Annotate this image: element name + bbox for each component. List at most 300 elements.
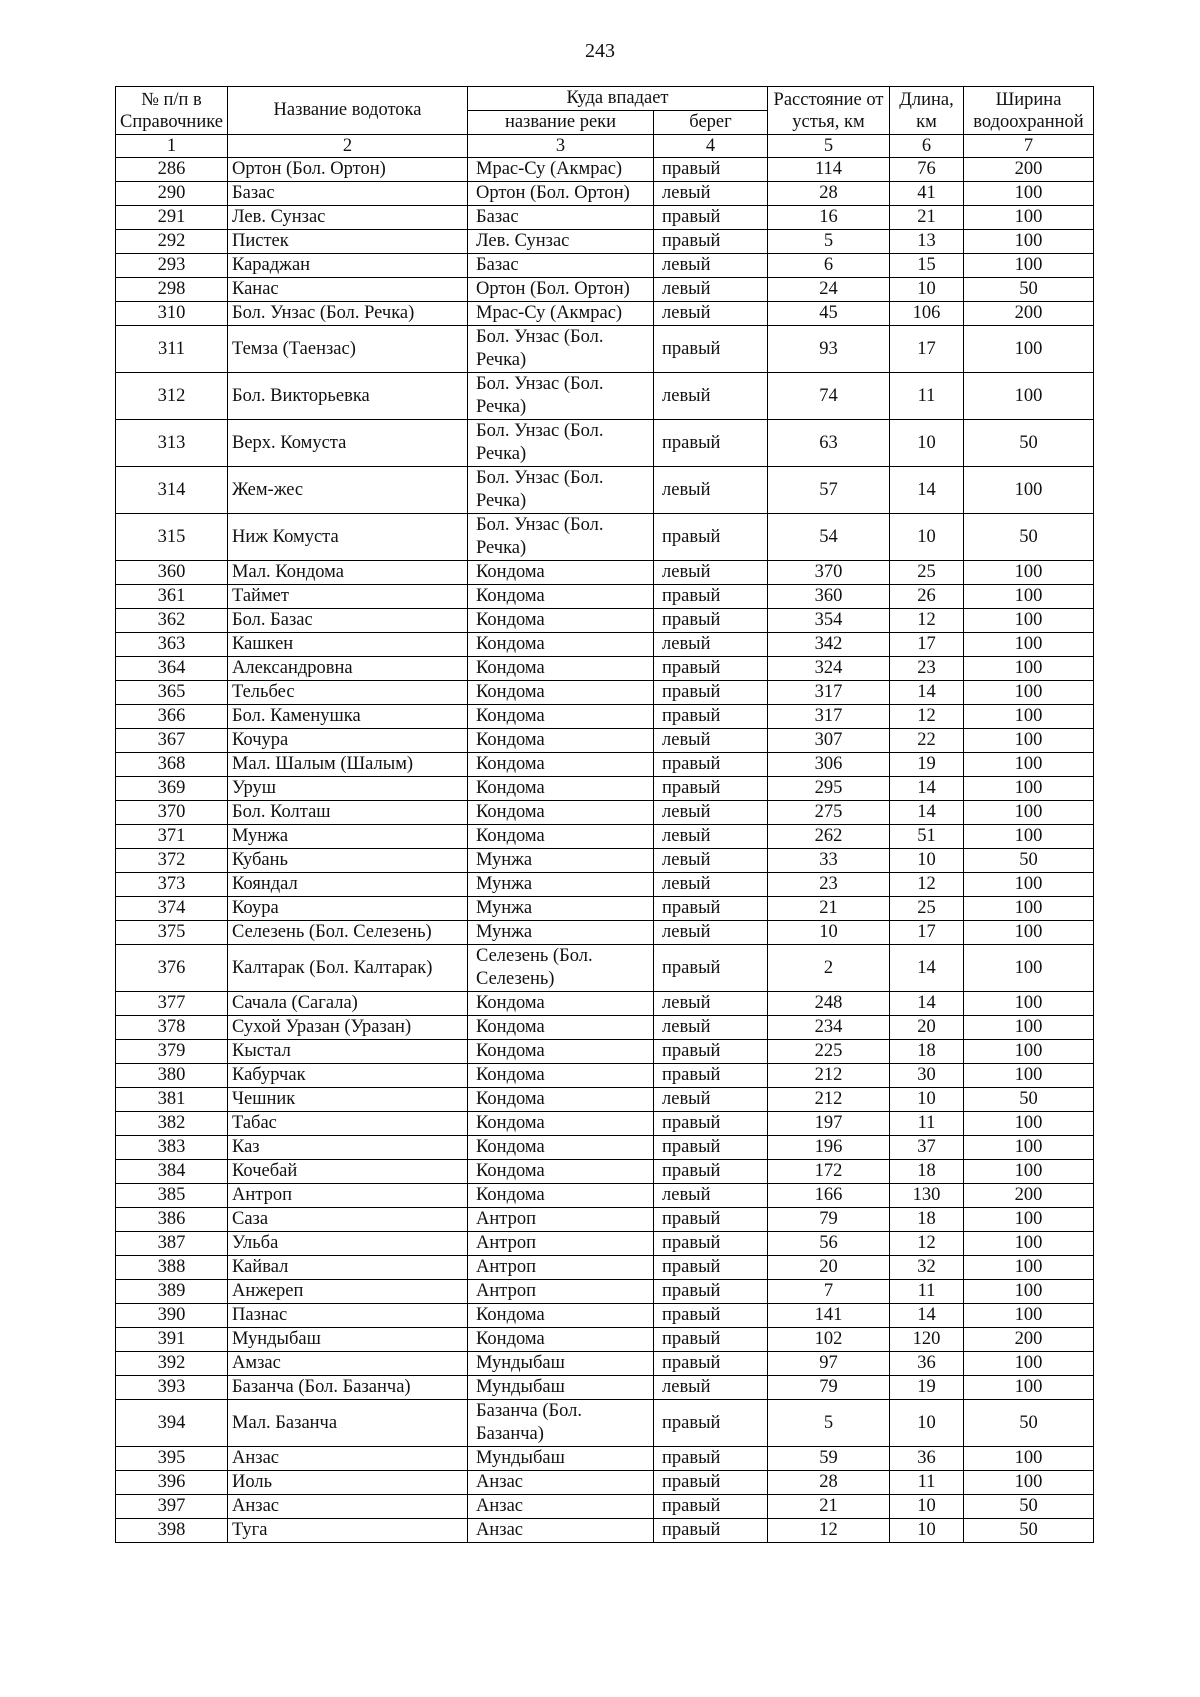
cell-width: 200	[964, 158, 1094, 182]
cell-watercourse-name: Кабурчак	[228, 1064, 468, 1088]
cell-length: 14	[890, 945, 964, 992]
cell-width: 100	[964, 467, 1094, 514]
cell-num: 379	[116, 1040, 228, 1064]
cell-watercourse-name: Амзас	[228, 1352, 468, 1376]
cell-width: 50	[964, 1400, 1094, 1447]
cell-river-name: Кондома	[468, 1040, 654, 1064]
cell-num: 298	[116, 278, 228, 302]
cell-river-name: Мунжа	[468, 873, 654, 897]
cell-watercourse-name: Кайвал	[228, 1256, 468, 1280]
cell-distance: 141	[768, 1304, 890, 1328]
cell-bank: правый	[654, 230, 768, 254]
cell-watercourse-name: Каз	[228, 1136, 468, 1160]
cell-length: 17	[890, 326, 964, 373]
cell-length: 10	[890, 1495, 964, 1519]
cell-river-name: Кондома	[468, 777, 654, 801]
cell-num: 375	[116, 921, 228, 945]
cell-bank: правый	[654, 1495, 768, 1519]
table-row	[116, 609, 1094, 633]
cell-distance: 5	[768, 1400, 890, 1447]
cell-bank: правый	[654, 206, 768, 230]
cell-length: 18	[890, 1208, 964, 1232]
cell-distance: 97	[768, 1352, 890, 1376]
cell-distance: 248	[768, 992, 890, 1016]
cell-distance: 212	[768, 1088, 890, 1112]
cell-bank: правый	[654, 1519, 768, 1543]
cell-river-name: Базанча (Бол. Базанча)	[468, 1400, 654, 1447]
table-row	[116, 897, 1094, 921]
cell-bank: правый	[654, 326, 768, 373]
cell-bank: правый	[654, 1112, 768, 1136]
cell-watercourse-name: Сухой Уразан (Уразан)	[228, 1016, 468, 1040]
cell-bank: правый	[654, 1328, 768, 1352]
cell-length: 10	[890, 514, 964, 561]
cell-bank: левый	[654, 1088, 768, 1112]
cell-river-name: Кондома	[468, 681, 654, 705]
cell-num: 376	[116, 945, 228, 992]
cell-width: 100	[964, 633, 1094, 657]
cell-river-name: Кондома	[468, 609, 654, 633]
cell-num: 368	[116, 753, 228, 777]
cell-river-name: Мунжа	[468, 921, 654, 945]
column-number: 4	[654, 135, 768, 158]
cell-river-name: Кондома	[468, 1016, 654, 1040]
cell-bank: правый	[654, 753, 768, 777]
cell-num: 397	[116, 1495, 228, 1519]
header-river-name: название реки	[468, 111, 654, 135]
page-number: 243	[585, 40, 615, 62]
cell-river-name: Бол. Унзас (Бол. Речка)	[468, 373, 654, 420]
cell-river-name: Кондома	[468, 1064, 654, 1088]
cell-distance: 5	[768, 230, 890, 254]
column-number: 5	[768, 135, 890, 158]
cell-num: 380	[116, 1064, 228, 1088]
cell-watercourse-name: Коура	[228, 897, 468, 921]
cell-bank: левый	[654, 825, 768, 849]
cell-distance: 28	[768, 1471, 890, 1495]
table-row	[116, 1519, 1094, 1543]
cell-watercourse-name: Мал. Базанча	[228, 1400, 468, 1447]
cell-length: 11	[890, 1471, 964, 1495]
cell-length: 10	[890, 278, 964, 302]
column-number: 3	[468, 135, 654, 158]
cell-width: 100	[964, 992, 1094, 1016]
cell-width: 100	[964, 729, 1094, 753]
cell-length: 19	[890, 1376, 964, 1400]
cell-bank: левый	[654, 467, 768, 514]
cell-river-name: Лев. Сунзас	[468, 230, 654, 254]
cell-bank: правый	[654, 1304, 768, 1328]
cell-watercourse-name: Бол. Базас	[228, 609, 468, 633]
cell-watercourse-name: Темза (Таензас)	[228, 326, 468, 373]
cell-bank: правый	[654, 1208, 768, 1232]
cell-distance: 114	[768, 158, 890, 182]
cell-bank: правый	[654, 1400, 768, 1447]
cell-distance: 10	[768, 921, 890, 945]
cell-watercourse-name: Саза	[228, 1208, 468, 1232]
cell-width: 100	[964, 1112, 1094, 1136]
cell-watercourse-name: Чешник	[228, 1088, 468, 1112]
cell-num: 384	[116, 1160, 228, 1184]
cell-width: 50	[964, 1088, 1094, 1112]
cell-num: 291	[116, 206, 228, 230]
cell-num: 364	[116, 657, 228, 681]
cell-num: 361	[116, 585, 228, 609]
cell-num: 393	[116, 1376, 228, 1400]
cell-watercourse-name: Анжереп	[228, 1280, 468, 1304]
cell-bank: левый	[654, 254, 768, 278]
cell-river-name: Кондома	[468, 1304, 654, 1328]
cell-num: 381	[116, 1088, 228, 1112]
cell-num: 378	[116, 1016, 228, 1040]
cell-length: 36	[890, 1352, 964, 1376]
cell-width: 100	[964, 326, 1094, 373]
table-row	[116, 230, 1094, 254]
table-row	[116, 992, 1094, 1016]
cell-distance: 16	[768, 206, 890, 230]
cell-width: 100	[964, 777, 1094, 801]
table-row	[116, 467, 1094, 514]
cell-bank: правый	[654, 158, 768, 182]
cell-bank: правый	[654, 1064, 768, 1088]
table-row	[116, 1064, 1094, 1088]
cell-bank: правый	[654, 1447, 768, 1471]
column-number: 6	[890, 135, 964, 158]
cell-num: 373	[116, 873, 228, 897]
cell-distance: 275	[768, 801, 890, 825]
cell-length: 25	[890, 897, 964, 921]
cell-watercourse-name: Табас	[228, 1112, 468, 1136]
cell-width: 50	[964, 849, 1094, 873]
cell-river-name: Мунжа	[468, 897, 654, 921]
cell-num: 310	[116, 302, 228, 326]
cell-distance: 63	[768, 420, 890, 467]
cell-watercourse-name: Уруш	[228, 777, 468, 801]
cell-river-name: Бол. Унзас (Бол. Речка)	[468, 326, 654, 373]
table-row	[116, 1447, 1094, 1471]
cell-width: 100	[964, 1471, 1094, 1495]
table-row	[116, 585, 1094, 609]
cell-bank: левый	[654, 729, 768, 753]
cell-distance: 306	[768, 753, 890, 777]
table-row	[116, 1016, 1094, 1040]
column-number: 7	[964, 135, 1094, 158]
cell-length: 11	[890, 1112, 964, 1136]
cell-bank: правый	[654, 1160, 768, 1184]
cell-river-name: Бол. Унзас (Бол. Речка)	[468, 420, 654, 467]
cell-num: 311	[116, 326, 228, 373]
cell-bank: левый	[654, 373, 768, 420]
table-row	[116, 825, 1094, 849]
cell-river-name: Мрас-Су (Акмрас)	[468, 302, 654, 326]
cell-length: 10	[890, 1088, 964, 1112]
cell-width: 100	[964, 801, 1094, 825]
cell-watercourse-name: Кубань	[228, 849, 468, 873]
cell-length: 18	[890, 1160, 964, 1184]
table-row	[116, 1328, 1094, 1352]
cell-bank: левый	[654, 561, 768, 585]
cell-river-name: Антроп	[468, 1232, 654, 1256]
cell-num: 389	[116, 1280, 228, 1304]
table-row	[116, 753, 1094, 777]
cell-watercourse-name: Караджан	[228, 254, 468, 278]
column-number: 1	[116, 135, 228, 158]
cell-watercourse-name: Бол. Каменушка	[228, 705, 468, 729]
cell-bank: левый	[654, 801, 768, 825]
cell-distance: 28	[768, 182, 890, 206]
cell-distance: 102	[768, 1328, 890, 1352]
cell-length: 10	[890, 849, 964, 873]
cell-length: 26	[890, 585, 964, 609]
table-row	[116, 1232, 1094, 1256]
cell-length: 13	[890, 230, 964, 254]
cell-watercourse-name: Верх. Комуста	[228, 420, 468, 467]
table-row	[116, 182, 1094, 206]
cell-length: 23	[890, 657, 964, 681]
cell-width: 100	[964, 206, 1094, 230]
cell-watercourse-name: Кочебай	[228, 1160, 468, 1184]
cell-width: 100	[964, 1447, 1094, 1471]
cell-width: 50	[964, 514, 1094, 561]
cell-watercourse-name: Мундыбаш	[228, 1328, 468, 1352]
cell-length: 106	[890, 302, 964, 326]
cell-width: 100	[964, 230, 1094, 254]
cell-length: 10	[890, 1519, 964, 1543]
cell-width: 100	[964, 254, 1094, 278]
cell-distance: 59	[768, 1447, 890, 1471]
header-length: Длина, км	[890, 87, 964, 135]
cell-bank: правый	[654, 514, 768, 561]
header-bank: берег	[654, 111, 768, 135]
cell-width: 100	[964, 1232, 1094, 1256]
cell-watercourse-name: Мал. Шалым (Шалым)	[228, 753, 468, 777]
cell-width: 100	[964, 921, 1094, 945]
cell-bank: правый	[654, 420, 768, 467]
cell-distance: 196	[768, 1136, 890, 1160]
cell-distance: 342	[768, 633, 890, 657]
cell-bank: правый	[654, 1136, 768, 1160]
cell-width: 100	[964, 1376, 1094, 1400]
cell-river-name: Бол. Унзас (Бол. Речка)	[468, 467, 654, 514]
cell-bank: правый	[654, 681, 768, 705]
cell-bank: левый	[654, 1376, 768, 1400]
cell-bank: левый	[654, 849, 768, 873]
cell-width: 100	[964, 561, 1094, 585]
cell-num: 313	[116, 420, 228, 467]
cell-bank: левый	[654, 182, 768, 206]
cell-river-name: Кондома	[468, 585, 654, 609]
table-body	[116, 158, 1094, 1543]
cell-num: 360	[116, 561, 228, 585]
cell-bank: левый	[654, 633, 768, 657]
cell-width: 100	[964, 897, 1094, 921]
cell-bank: правый	[654, 1352, 768, 1376]
cell-num: 292	[116, 230, 228, 254]
cell-distance: 295	[768, 777, 890, 801]
cell-num: 386	[116, 1208, 228, 1232]
cell-distance: 21	[768, 1495, 890, 1519]
cell-distance: 21	[768, 897, 890, 921]
table-row	[116, 278, 1094, 302]
cell-length: 12	[890, 873, 964, 897]
cell-river-name: Мрас-Су (Акмрас)	[468, 158, 654, 182]
table-row	[116, 945, 1094, 992]
table-row	[116, 1208, 1094, 1232]
cell-num: 374	[116, 897, 228, 921]
cell-distance: 172	[768, 1160, 890, 1184]
cell-width: 100	[964, 1160, 1094, 1184]
cell-distance: 262	[768, 825, 890, 849]
cell-length: 21	[890, 206, 964, 230]
cell-river-name: Базас	[468, 254, 654, 278]
cell-watercourse-name: Бол. Викторьевка	[228, 373, 468, 420]
cell-river-name: Кондома	[468, 729, 654, 753]
cell-length: 11	[890, 1280, 964, 1304]
cell-watercourse-name: Ниж Комуста	[228, 514, 468, 561]
cell-distance: 197	[768, 1112, 890, 1136]
cell-bank: правый	[654, 1280, 768, 1304]
cell-length: 36	[890, 1447, 964, 1471]
cell-watercourse-name: Бол. Колташ	[228, 801, 468, 825]
cell-width: 100	[964, 609, 1094, 633]
cell-river-name: Кондома	[468, 992, 654, 1016]
cell-watercourse-name: Ульба	[228, 1232, 468, 1256]
cell-distance: 12	[768, 1519, 890, 1543]
cell-bank: левый	[654, 302, 768, 326]
cell-bank: правый	[654, 657, 768, 681]
cell-num: 367	[116, 729, 228, 753]
cell-distance: 324	[768, 657, 890, 681]
cell-width: 200	[964, 302, 1094, 326]
header-width: Ширина водоохранной	[964, 87, 1094, 135]
table-row	[116, 1280, 1094, 1304]
table-row	[116, 1184, 1094, 1208]
cell-watercourse-name: Базанча (Бол. Базанча)	[228, 1376, 468, 1400]
cell-distance: 307	[768, 729, 890, 753]
cell-watercourse-name: Калтарак (Бол. Калтарак)	[228, 945, 468, 992]
cell-width: 100	[964, 945, 1094, 992]
cell-bank: правый	[654, 705, 768, 729]
cell-distance: 6	[768, 254, 890, 278]
cell-num: 314	[116, 467, 228, 514]
cell-river-name: Кондома	[468, 561, 654, 585]
table-row	[116, 254, 1094, 278]
cell-length: 51	[890, 825, 964, 849]
column-number: 2	[228, 135, 468, 158]
cell-num: 377	[116, 992, 228, 1016]
cell-bank: правый	[654, 945, 768, 992]
cell-length: 11	[890, 373, 964, 420]
cell-watercourse-name: Александровна	[228, 657, 468, 681]
table-row	[116, 1471, 1094, 1495]
cell-watercourse-name: Лев. Сунзас	[228, 206, 468, 230]
cell-num: 394	[116, 1400, 228, 1447]
cell-distance: 2	[768, 945, 890, 992]
cell-bank: правый	[654, 1471, 768, 1495]
cell-length: 12	[890, 609, 964, 633]
cell-num: 315	[116, 514, 228, 561]
cell-length: 14	[890, 992, 964, 1016]
cell-bank: левый	[654, 873, 768, 897]
cell-bank: правый	[654, 777, 768, 801]
cell-watercourse-name: Пазнас	[228, 1304, 468, 1328]
cell-length: 14	[890, 681, 964, 705]
cell-watercourse-name: Пистек	[228, 230, 468, 254]
cell-length: 37	[890, 1136, 964, 1160]
cell-width: 100	[964, 1040, 1094, 1064]
header-num: № п/п в Справочнике	[116, 87, 228, 135]
table-row	[116, 681, 1094, 705]
cell-watercourse-name: Иоль	[228, 1471, 468, 1495]
cell-distance: 23	[768, 873, 890, 897]
cell-watercourse-name: Туга	[228, 1519, 468, 1543]
cell-length: 22	[890, 729, 964, 753]
cell-num: 385	[116, 1184, 228, 1208]
cell-watercourse-name: Тельбес	[228, 681, 468, 705]
cell-watercourse-name: Антроп	[228, 1184, 468, 1208]
header-name: Название водотока	[228, 87, 468, 135]
cell-watercourse-name: Сачала (Сагала)	[228, 992, 468, 1016]
cell-river-name: Мунжа	[468, 849, 654, 873]
cell-river-name: Кондома	[468, 1112, 654, 1136]
cell-width: 50	[964, 1519, 1094, 1543]
cell-num: 362	[116, 609, 228, 633]
table-row	[116, 1256, 1094, 1280]
cell-watercourse-name: Мал. Кондома	[228, 561, 468, 585]
cell-watercourse-name: Анзас	[228, 1447, 468, 1471]
cell-length: 41	[890, 182, 964, 206]
cell-width: 100	[964, 1064, 1094, 1088]
table-row	[116, 206, 1094, 230]
cell-bank: левый	[654, 921, 768, 945]
cell-watercourse-name: Жем-жес	[228, 467, 468, 514]
cell-length: 19	[890, 753, 964, 777]
header-distance: Расстояние от устья, км	[768, 87, 890, 135]
table-row	[116, 705, 1094, 729]
table-row	[116, 873, 1094, 897]
cell-width: 100	[964, 753, 1094, 777]
table-row	[116, 633, 1094, 657]
cell-bank: правый	[654, 609, 768, 633]
cell-river-name: Базас	[468, 206, 654, 230]
cell-river-name: Антроп	[468, 1208, 654, 1232]
cell-length: 14	[890, 801, 964, 825]
cell-width: 100	[964, 705, 1094, 729]
cell-watercourse-name: Селезень (Бол. Селезень)	[228, 921, 468, 945]
cell-bank: левый	[654, 278, 768, 302]
cell-width: 100	[964, 873, 1094, 897]
cell-watercourse-name: Анзас	[228, 1495, 468, 1519]
cell-distance: 360	[768, 585, 890, 609]
table-row	[116, 777, 1094, 801]
table-row	[116, 514, 1094, 561]
cell-watercourse-name: Ортон (Бол. Ортон)	[228, 158, 468, 182]
cell-distance: 317	[768, 681, 890, 705]
cell-width: 100	[964, 681, 1094, 705]
cell-distance: 57	[768, 467, 890, 514]
cell-watercourse-name: Кашкен	[228, 633, 468, 657]
table-row	[116, 1400, 1094, 1447]
cell-watercourse-name: Мунжа	[228, 825, 468, 849]
cell-river-name: Мундыбаш	[468, 1376, 654, 1400]
table-row	[116, 420, 1094, 467]
table-row	[116, 1495, 1094, 1519]
table-row	[116, 302, 1094, 326]
table-row	[116, 1088, 1094, 1112]
table-header	[116, 87, 1094, 158]
table-row	[116, 158, 1094, 182]
cell-bank: правый	[654, 1232, 768, 1256]
